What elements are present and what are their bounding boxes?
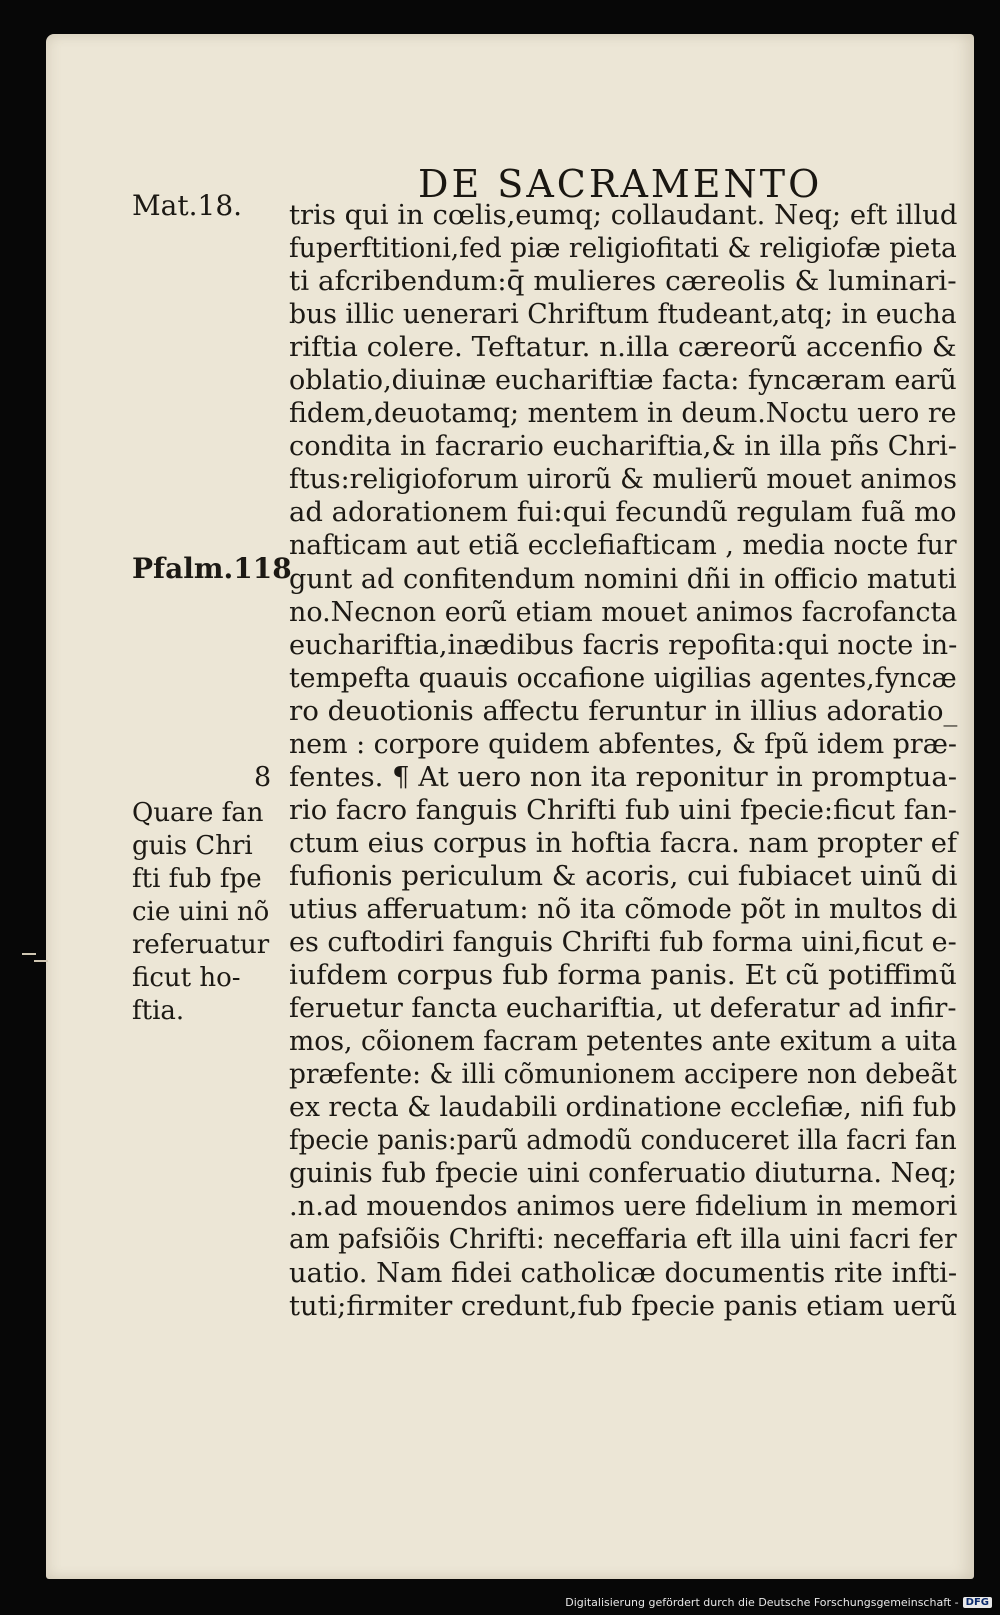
text-line: ctum eius corpus in hoftia facra. nam propter ef	[289, 826, 958, 859]
text-line: præfente: & illi cõmunionem accipere non debeãt	[289, 1058, 957, 1091]
gloss-line: cie uini nõ	[132, 897, 270, 928]
text-line: fpecie panis:parũ admodũ conduceret illa facri fan	[289, 1124, 957, 1157]
margin-ref-matthew: Mat.18.	[132, 189, 243, 222]
text-line: am pafsiõis Chrifti: neceffaria eft illa uini facri fer	[289, 1223, 957, 1256]
digitization-footer	[565, 1596, 992, 1609]
gloss-line: Quare fan	[132, 798, 264, 828]
text-line: fentes. ¶ At uero non ita reponitur in promptua-	[289, 760, 958, 793]
gloss-line: guis Chri	[132, 831, 253, 862]
edge-mark	[34, 960, 48, 962]
text-line: fidem,deuotamq; mentem in deum.Noctu uero re	[289, 397, 957, 430]
text-line: nafticam aut etiã ecclefiafticam , media nocte fur	[289, 529, 957, 562]
text-line: iufdem corpus fub forma panis. Et cũ potiffimũ	[289, 959, 957, 992]
text-line: rio facro fanguis Chrifti fub uini fpecie:ficut fan-	[289, 793, 957, 826]
text-line: gunt ad confitendum nomini dñi in officio matuti	[289, 562, 957, 595]
footer-credit: Digitalisierung gefördert durch die Deutsche Forschungsgemeinschaft -	[565, 1596, 959, 1609]
text-line: no.Necnon eorũ etiam mouet animos facrofancta	[289, 595, 958, 628]
text-line: ex recta & laudabili ordinatione ecclefiæ, nifi fub	[289, 1091, 957, 1124]
text-line: bus illic uenerari Chriftum ftudeant,atq; in eucha	[289, 298, 957, 331]
running-head: DE SACRAMENTO	[418, 162, 823, 206]
gloss-line: referuatur	[132, 930, 270, 961]
gloss-line: fti fub fpe	[132, 864, 262, 895]
text-line: tempefta quauis occafione uigilias agentes,fyncæ	[289, 661, 957, 694]
text-line: ad adorationem fui:qui fecundũ regulam fuã mo	[289, 496, 957, 529]
margin-gloss	[132, 797, 269, 1028]
main-text	[289, 199, 969, 1323]
text-line: ti afcribendum:q̄ mulieres cæreolis & luminari-	[289, 265, 957, 298]
text-line: ftus:religioforum uirorũ & mulierũ mouet animos	[289, 463, 958, 496]
text-line: condita in facrario euchariftia,& in illa pñs Chri-	[289, 430, 957, 463]
section-number: 8	[254, 762, 272, 793]
gloss-line: ftia.	[132, 996, 185, 1027]
margin-ref-psalm: Pfalm.118	[132, 552, 292, 585]
text-line: uatio. Nam fidei catholicæ documentis rite infti-	[289, 1256, 958, 1289]
text-line: riftia colere. Teftatur. n.illa cæreorũ accenfio &	[289, 331, 957, 364]
text-line: oblatio,diuinæ euchariftiæ facta: fyncæram earũ	[289, 364, 957, 397]
text-line: fufionis periculum & acoris, cui fubiacet uinũ di	[289, 859, 958, 892]
text-line: tuti;firmiter credunt,fub fpecie panis etiam uerũ	[289, 1289, 958, 1322]
text-line: .n.ad mouendos animos uere fidelium in memori	[289, 1190, 958, 1223]
text-line: ro deuotionis affectu feruntur in illius adoratio_	[289, 694, 958, 727]
text-line: tris qui in cœlis,eumq; collaudant. Neq; eft illud	[289, 199, 958, 231]
dfg-logo: DFG	[963, 1597, 992, 1608]
gloss-line: ficut ho-	[132, 963, 241, 994]
text-line: guinis fub fpecie uini conferuatio diuturna. Neq;	[289, 1157, 958, 1190]
text-line: feruetur fancta euchariftia, ut deferatur ad infir-	[289, 992, 957, 1025]
text-line: es cuftodiri fanguis Chrifti fub forma uini,ficut e-	[289, 926, 957, 959]
text-line: nem : corpore quidem abfentes, & fpũ idem præ-	[289, 727, 957, 760]
text-line: mos, cõionem facram petentes ante exitum a uita	[289, 1025, 958, 1058]
edge-mark	[22, 953, 36, 955]
text-line: euchariftia,inædibus facris repofita:qui nocte in-	[289, 628, 958, 661]
book-page	[46, 34, 974, 1579]
text-line: utius afferuatum: nõ ita cõmode põt in multos di	[289, 892, 958, 925]
text-line: fuperftitioni,fed piæ religiofitati & religiofæ pieta	[289, 232, 957, 265]
